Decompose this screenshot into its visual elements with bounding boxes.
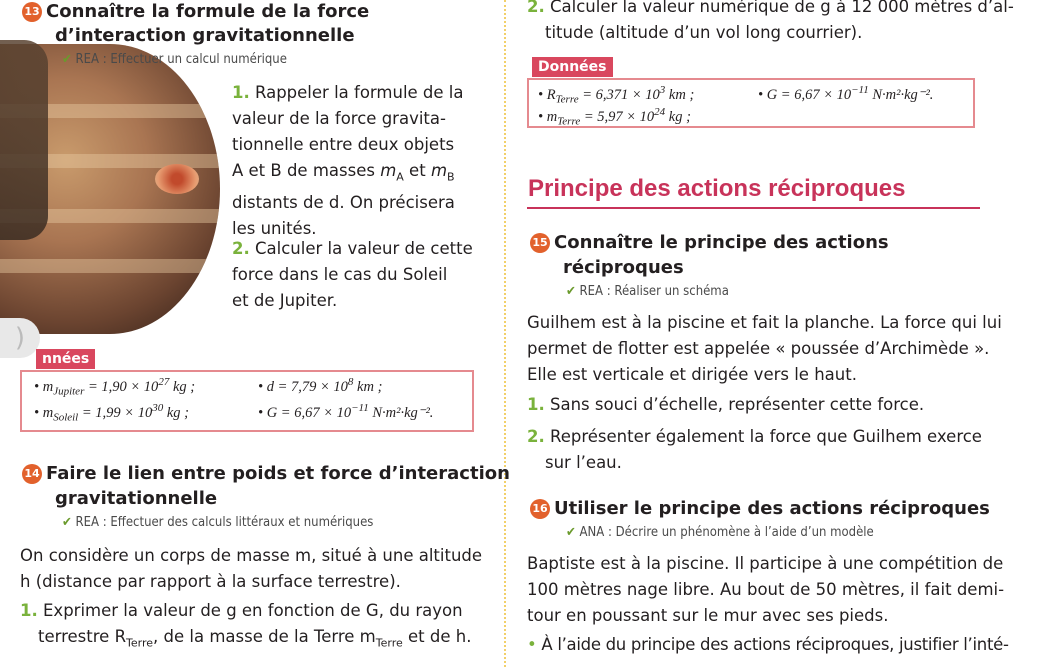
section-title: Principe des actions réciproques: [528, 175, 906, 202]
data-G-right: • $G = 6,67 \times 10^{-11}$ N·m²·kg⁻².: [758, 84, 934, 103]
ex13-donnees-label: nnées: [36, 349, 95, 369]
ex16-text: Baptiste est à la piscine. Il participe à une compétition de 100 mètres nage libre. Au bout de 50 mètres, il fait demi- tour en poussant sur le mur avec ses pieds.: [527, 554, 1005, 625]
ex14-number: 14: [22, 464, 42, 484]
ex14-skill: ✔ REA : Effectuer des calculs littéraux et numériques: [62, 515, 374, 530]
ex13-title: 13 Connaître la formule de la force: [22, 0, 369, 24]
check-icon: ✔: [566, 284, 576, 299]
ex15-number: 15: [530, 233, 550, 253]
data-R-terre: • $R_{Terre} = 6,371 \times 10^3$ km ;: [538, 84, 695, 106]
check-icon: ✔: [566, 525, 576, 540]
ex14-intro: On considère un corps de masse m, situé à une altitude h (distance par rapport à la surface terrestre).: [20, 546, 483, 591]
ex14-title-line2: gravitationnelle: [55, 488, 218, 509]
data-m-soleil: • $m_{Soleil} = 1,99 \times 10^{30}$ kg ;: [34, 402, 189, 424]
great-red-spot: [155, 164, 199, 194]
ex15-q1: 1. Sans souci d’échelle, représenter cette force.: [527, 395, 925, 414]
column-divider: [504, 0, 506, 667]
ex14-donnees-label: Données: [532, 57, 613, 77]
ex16-bullet: • À l’aide du principe des actions réciproques, justifier l’inté-: [527, 635, 1009, 654]
audio-icon[interactable]: ): [0, 318, 40, 358]
ex15-skill: ✔ REA : Réaliser un schéma: [566, 284, 729, 299]
ex14-title: 14 Faire le lien entre poids et force d’interaction: [22, 462, 510, 486]
ex15-text: Guilhem est à la piscine et fait la planche. La force qui lui permet de flotter est appelée « poussée d’Archimède ». Elle est verticale et dirigée vers le haut.: [527, 313, 1002, 384]
ex13-title-line2: d’interaction gravitationnelle: [55, 25, 355, 46]
overlay-shadow: [0, 40, 48, 240]
section-rule: [527, 207, 980, 209]
data-m-terre: • $m_{Terre} = 5,97 \times 10^{24}$ kg ;: [538, 106, 691, 128]
check-icon: ✔: [62, 515, 72, 530]
ex15-title: 15 Connaître le principe des actions: [530, 231, 889, 255]
data-G-left: • $G = 6,67 \times 10^{-11}$ N·m²·kg⁻².: [258, 402, 434, 421]
data-m-jupiter: • $m_{Jupiter} = 1,90 \times 10^{27}$ kg ;: [34, 376, 196, 398]
ex14-q1: 1. Exprimer la valeur de g en fonction de G, du rayon terrestre $R_{Terre}$, de la masse de la Terre $m_{Terre}$ et de h.: [20, 601, 472, 650]
ex15-q2: 2. Représenter également la force que Guilhem exerce sur l’eau.: [527, 427, 982, 472]
ex13-skill: ✔ REA : Effectuer un calcul numérique: [62, 52, 287, 67]
ex13-q1: 1. Rappeler la formule de la valeur de la force gravita- tionnelle entre deux objets A et B de masses $m_A$ et $m_B$ distants de d. On précisera les unités.: [232, 83, 464, 239]
data-d: • $d = 7,79 \times 10^8$ km ;: [258, 376, 383, 395]
check-icon: ✔: [62, 52, 72, 67]
ex13-number: 13: [22, 2, 42, 22]
ex16-title: 16 Utiliser le principe des actions réciproques: [530, 497, 990, 521]
ex14-q2: 2. Calculer la valeur numérique de g à 12 000 mètres d’al- titude (altitude d’un vol long courrier).: [527, 0, 1014, 42]
ex16-number: 16: [530, 499, 550, 519]
ex16-skill: ✔ ANA : Décrire un phénomène à l’aide d’un modèle: [566, 525, 874, 540]
ex13-q2: 2. Calculer la valeur de cette force dans le cas du Soleil et de Jupiter.: [232, 239, 473, 310]
ex15-title-line2: réciproques: [563, 257, 684, 278]
